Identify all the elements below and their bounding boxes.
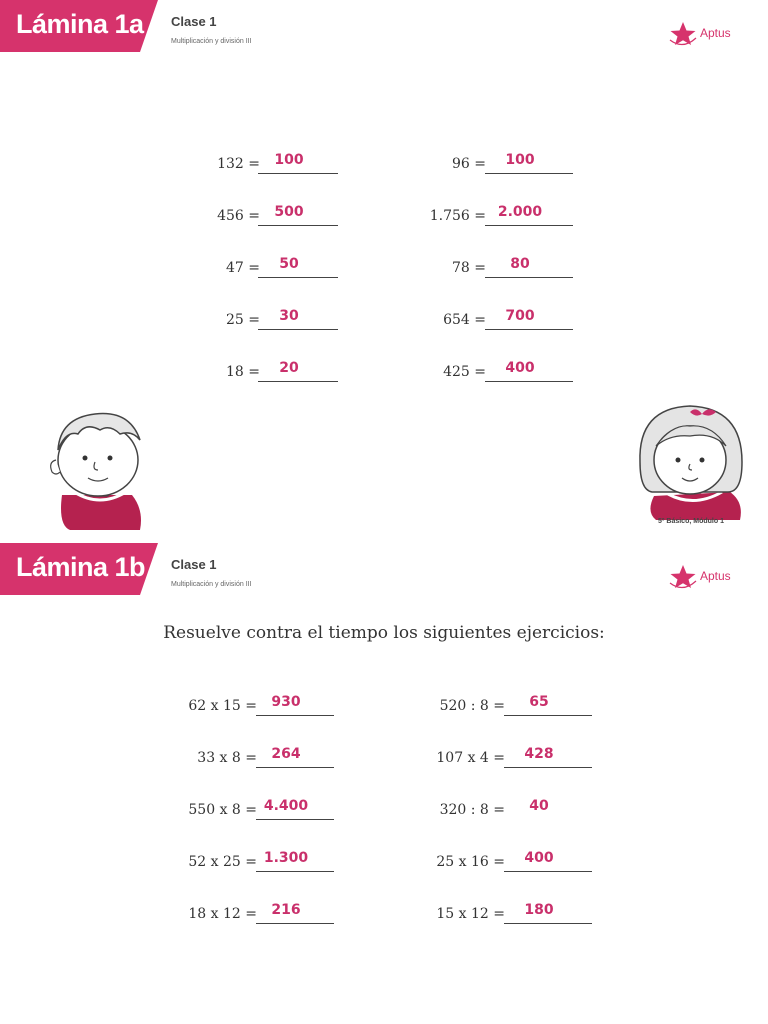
answer-line <box>504 871 592 872</box>
answer-value: 30 <box>279 308 299 324</box>
answer-line <box>485 173 573 174</box>
exercise-expression: 456 = <box>217 208 260 224</box>
exercise-expression: 52 x 25 = <box>188 854 257 870</box>
boy-illustration <box>40 400 150 530</box>
answer-value: 700 <box>505 308 535 324</box>
exercise-expression: 550 x 8 = <box>188 802 257 818</box>
exercise-expression: 25 = <box>226 312 260 328</box>
class-subtitle: Multiplicación y división III <box>171 581 252 588</box>
class-title: Clase 1 <box>171 557 217 572</box>
answer-value: 216 <box>271 902 301 918</box>
sheet-title: Lámina 1b <box>16 552 146 582</box>
answer-value: 180 <box>524 902 554 918</box>
answer-value: 400 <box>524 850 554 866</box>
answer-value: 50 <box>279 256 299 272</box>
aptus-star-icon <box>668 20 698 48</box>
exercise-item <box>0 359 486 383</box>
girl-illustration <box>632 402 747 520</box>
logo-text: Aptus <box>700 26 731 40</box>
aptus-logo <box>668 563 738 591</box>
answer-line <box>504 715 592 716</box>
answer-value: 264 <box>271 746 301 762</box>
course-caption: 5º Básico, Módulo 1 <box>658 518 724 525</box>
exercise-expression: 15 x 12 = <box>436 906 505 922</box>
exercise-expression: 96 = <box>452 156 486 172</box>
exercise-item <box>0 307 486 331</box>
sheet-title: Lámina 1a <box>16 9 144 39</box>
answer-line <box>504 923 592 924</box>
exercise-item <box>0 203 486 227</box>
logo-text: Aptus <box>700 569 731 583</box>
exercise-expression: 18 = <box>226 364 260 380</box>
answer-value: 65 <box>529 694 549 710</box>
exercise-expression: 132 = <box>217 156 260 172</box>
answer-value: 20 <box>279 360 299 376</box>
answer-value: 80 <box>510 256 530 272</box>
aptus-star-icon <box>668 563 698 591</box>
answer-value: 930 <box>271 694 301 710</box>
exercise-expression: 62 x 15 = <box>188 698 257 714</box>
answer-line <box>504 767 592 768</box>
class-title: Clase 1 <box>171 14 217 29</box>
exercise-item <box>0 151 486 175</box>
exercise-expression: 320 : 8 = <box>439 802 505 818</box>
answer-line <box>485 225 573 226</box>
answer-value: 1.300 <box>263 850 309 866</box>
exercise-item <box>0 901 505 925</box>
answer-value: 4.400 <box>263 798 309 814</box>
answer-value: 100 <box>274 152 304 168</box>
exercise-expression: 654 = <box>443 312 486 328</box>
answer-value: 100 <box>505 152 535 168</box>
exercise-expression: 25 x 16 = <box>436 854 505 870</box>
answer-value: 428 <box>524 746 554 762</box>
exercise-expression: 18 x 12 = <box>188 906 257 922</box>
sheet-tab <box>0 543 158 595</box>
exercise-expression: 520 : 8 = <box>439 698 505 714</box>
exercise-expression: 33 x 8 = <box>197 750 257 766</box>
instruction-text: Resuelve contra el tiempo los siguientes ejercicios: <box>163 623 605 643</box>
answer-line <box>485 329 573 330</box>
answer-value: 2.000 <box>497 204 543 220</box>
class-subtitle: Multiplicación y división III <box>171 38 252 45</box>
exercise-expression: 1.756 = <box>429 208 486 224</box>
exercise-item <box>0 745 505 769</box>
sheet-lamina-1b <box>0 543 768 1024</box>
exercise-expression: 78 = <box>452 260 486 276</box>
answer-line <box>485 381 573 382</box>
answer-value: 500 <box>274 204 304 220</box>
exercise-item <box>0 849 505 873</box>
exercise-expression: 47 = <box>226 260 260 276</box>
exercise-expression: 107 x 4 = <box>436 750 505 766</box>
answer-value: 40 <box>529 798 549 814</box>
exercise-expression: 425 = <box>443 364 486 380</box>
exercise-item <box>0 693 505 717</box>
exercise-item <box>0 255 486 279</box>
answer-value: 400 <box>505 360 535 376</box>
sheet-tab <box>0 0 158 52</box>
aptus-logo <box>668 20 738 48</box>
answer-line <box>485 277 573 278</box>
exercise-item <box>0 797 505 821</box>
